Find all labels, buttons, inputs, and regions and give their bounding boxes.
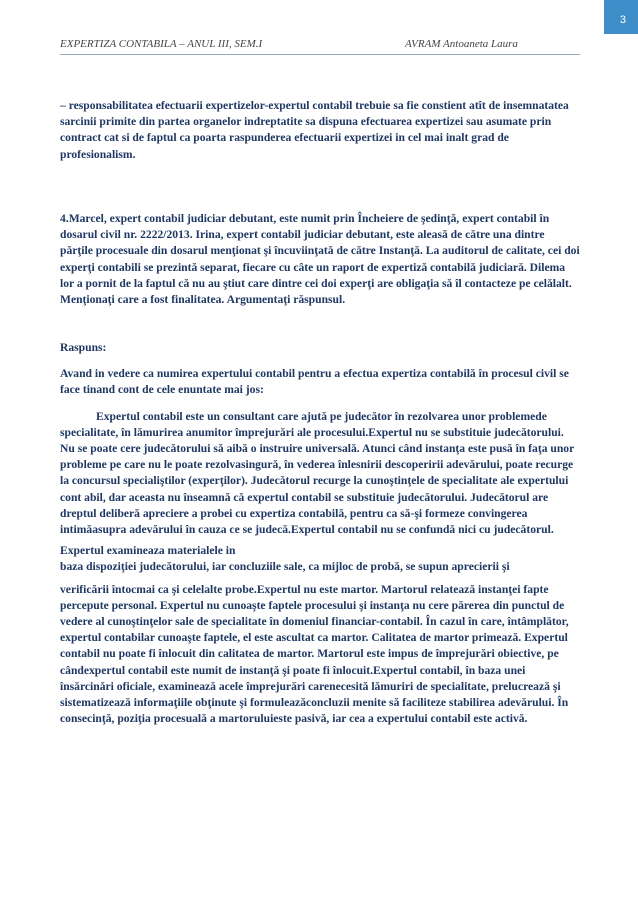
question-paragraph: 4.Marcel, expert contabil judiciar debutant, este numit prin Încheiere de şedinţă, expert contabil în dosarul civil nr. 2222/2013. Irina, expert contabil judiciar debutant, este aleasă de către una dintre părţile procesuale din dosarul menţionat şi încuviinţată de către Instanţă. La auditorul de calitate, cei doi experţi contabili se prezintă separat, fiecare cu câte un raport de expertiză contabilă judiciară. Dilema lor a pornit de la faptul că nu au ştiut care dintre cei doi experţi are obligaţia să îl contacteze pe celălalt. Menţionaţi care a fost finalitatea. Argumentaţi răspunsul. — [60, 212, 580, 307]
question-block — [60, 211, 580, 308]
intro-paragraph-block — [60, 98, 580, 163]
answer-intro: Avand in vedere ca numirea expertului contabil pentru a efectua expertiza contabilă în procesul civil se face tinand cont de cele enuntate mai jos: — [60, 367, 569, 397]
header-author: AVRAM Antoaneta Laura — [405, 38, 518, 50]
answer-heading: Raspuns: — [60, 341, 107, 354]
intro-paragraph: – responsabilitatea efectuarii expertizelor-expertul contabil trebuie sa fie constient atît de insemnatatea sarcinii primite din partea organelor indreptatite sa dispuna efectuarea expertizei sau asumate prin contract cat si de faptul ca poarta raspunderea efectuarii expertizei in cel mai inalt grad de profesionalism. — [60, 99, 569, 161]
answer-paragraph-2a: Expertul examineaza materialele in — [60, 544, 236, 558]
header-divider — [60, 54, 580, 55]
page-number: 3 — [619, 14, 626, 26]
answer-paragraph-3: verificării întocmai ca şi celelalte probe.Expertul nu este martor. Martorul relatează instanţei fapte percepute personal. Expertul nu cunoaşte faptele procesului şi instanţa nu cere părerea din punctul de vedere al cunoştinţelor sale de specialitate în domeniul financiar-contabil. În cazul în care, întâmplător, expertul contabilar cunoaşte faptele, el este ascultat ca martor. Calitatea de martor primează. Expertul contabil nu poate fi înlocuit din calitatea de martor. Martorul este impus de împrejurări obiective, pe cândexpertul contabil este numit de instanţă şi poate fi înlocuit.Expertul contabil, în baza unei însărcinări oficiale, examinează acele împrejurări carenecesită lămuriri de specialitate, prelucrează şi sistematizează informaţiile obţinute şi formuleazăconcluzii menite să faciliteze stabilirea adevărului. În consecinţă, poziţia procesuală a martoruluieste pasivă, iar cea a expertului contabil este activă. — [60, 582, 569, 726]
header-course-title: EXPERTIZA CONTABILA – ANUL III, SEM.I — [60, 38, 263, 50]
answer-block — [60, 340, 580, 727]
answer-paragraph-2b: baza dispoziţiei judecătorului, iar concluziile sale, ca mijloc de probă, se supun aprecierii şi — [60, 560, 510, 574]
answer-paragraph-1: Expertul contabil este un consultant care ajută pe judecător în rezolvarea unor problemede specialitate, în lămurirea anumitor împrejurări ale procesului.Expertul nu se substituie judecătorului. Nu se poate cere judecătorului să aibă o instruire universală. Atunci când instanţa este pusă în faţa unor probleme pe care nu le poate rezolvasingură, în vederea înlesnirii descoperirii adevărului, poate recurge la concursul specialiştilor (experţilor). Judecătorul recurge la cunoştinţele de specialitate ale expertului cont abil, dar aceasta nu înseamnă că expertul contabil se substituie judecătorului. Judecătorul are dreptul deliberă apreciere a probei cu expertiza contabilă, pentru ca să-şi formeze convingerea intimăasupra adevărului în cauza ce se judecă.Expertul contabil nu se confundă nici cu judecătorul. — [60, 409, 575, 537]
